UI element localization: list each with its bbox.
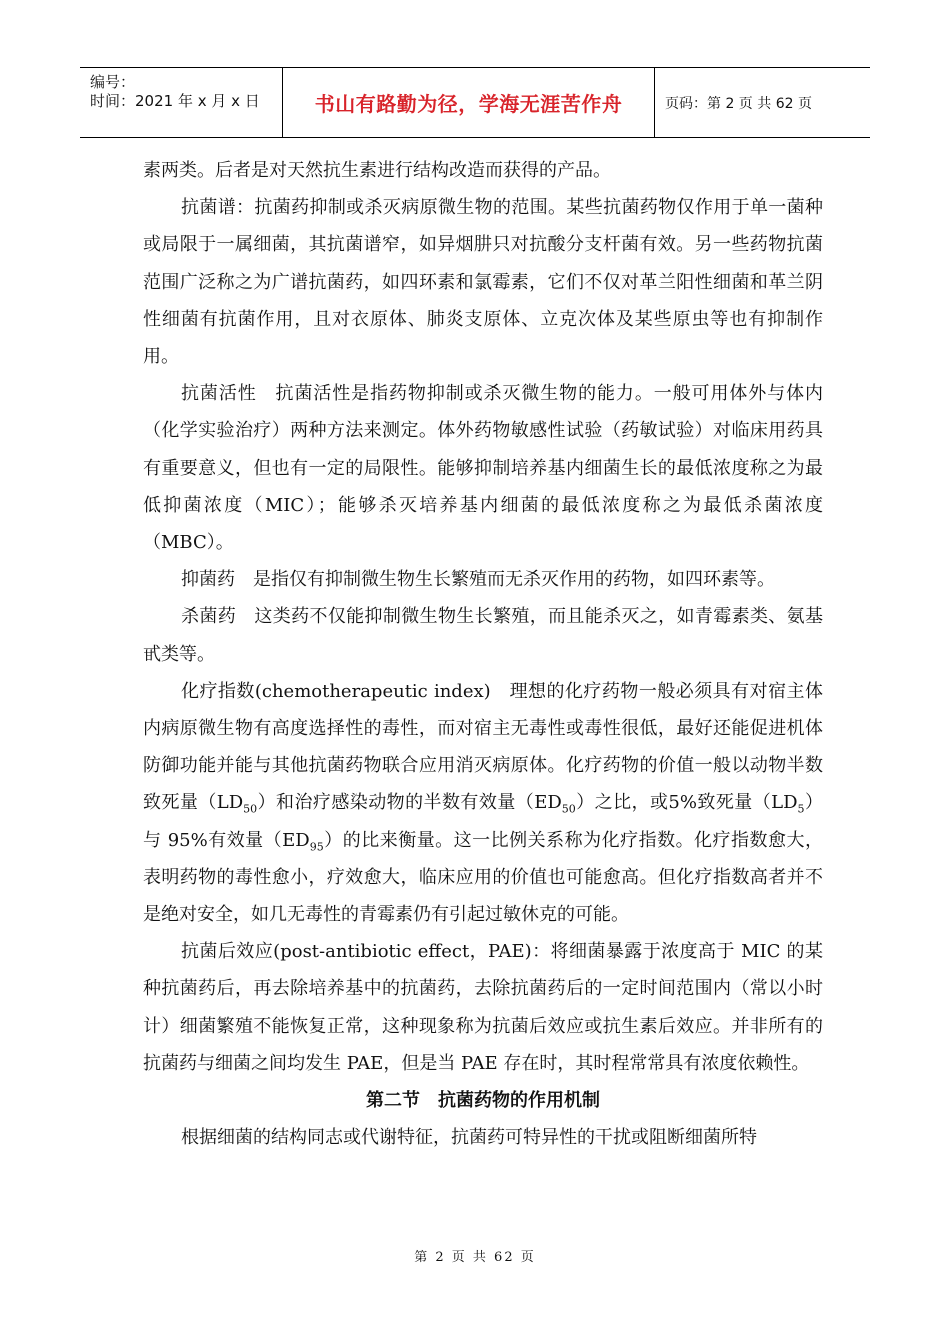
paragraph: 素两类。后者是对天然抗生素进行结构改造而获得的产品。 — [143, 160, 611, 181]
paragraph: 抗菌谱：抗菌药抑制或杀灭病原微生物的范围。某些抗菌药物仅作用于单一菌种或局限于一属细菌，其抗菌谱窄，如异烟肼只对抗酸分支杆菌有效。另一些药物抗菌范围广泛称之为广谱抗菌药，如四环素和氯霉素，它们不仅对革兰阳性细菌和革兰阴性细菌有抗菌作用，且对衣原体、肺炎支原体、立克次体及某些原虫等也有抑制作用。 — [143, 197, 823, 368]
header-meta-cell — [80, 68, 283, 137]
text-run: ）的比来衡量。这一比例关系称为化疗指数。化疗指数愈大，表明药物的毒性愈小，疗效愈大，临床应用的价值也可能愈高。但化疗指数高者并不是绝对安全，如几无毒性的青霉素仍有引起过敏休克的可能。 — [143, 829, 823, 926]
header-motto: 书山有路勤为径，学海无涯苦作舟 — [314, 92, 623, 116]
text-run: 化疗指数(chemotherapeutic index) 理想的化疗药物一般必须具有对宿主体内病原微生物有高度选择性的毒性，而对宿主无毒性或毒性很低，最好还能促进机体防御功能并能与其他抗菌药物联合应用消灭病原体。化疗药物的价值一般以动物半数致死量（LD — [143, 680, 823, 814]
header-motto-cell — [283, 68, 655, 137]
text-run: ）和治疗感染动物的半数有效量（ED — [257, 792, 562, 814]
subscript: 95 — [309, 840, 324, 854]
paragraph: 根据细菌的结构同志或代谢特征，抗菌药可特异性的干扰或阻断细菌所特 — [181, 1127, 757, 1149]
paragraph: 抑菌药 是指仅有抑制微生物生长繁殖而无杀灭作用的药物，如四环素等。 — [181, 569, 775, 591]
doc-number-label: 编号： — [90, 73, 136, 91]
subscript: 50 — [561, 803, 576, 817]
doc-date-label: 时间：2021 年 x 月 x 日 — [90, 92, 260, 110]
page-header — [80, 67, 870, 138]
text-run: ）之比，或5%致死量（LD — [575, 792, 798, 814]
subscript: 50 — [243, 803, 258, 817]
subscript: 5 — [797, 803, 805, 817]
text-run: ）与 95%有效量（ED — [143, 792, 823, 851]
paragraph: 杀菌药 这类药不仅能抑制微生物生长繁殖，而且能杀灭之，如青霉素类、氨基甙类等。 — [143, 606, 823, 665]
header-page-info: 页码：第 2 页 共 62 页 — [665, 95, 812, 112]
pae-paragraph: 抗菌后效应(post-antibiotic effect，PAE)：将细菌暴露于浓度高于 MIC 的某种抗菌药后，再去除培养基中的抗菌药，去除抗菌药后的一定时间范围内（常以小时计）细菌繁殖不能恢复正常，这种现象称为抗菌后效应或抗生素后效应。并非所有的抗菌药与细菌之间均发生 PAE，但是当 PAE 存在时，其时程常常具有浓度依赖性。 — [143, 941, 823, 1074]
chemotherapeutic-index-paragraph — [143, 673, 823, 933]
document-body — [143, 152, 823, 1156]
section-heading: 第二节 抗菌药物的作用机制 — [366, 1090, 600, 1112]
paragraph: 抗菌活性 抗菌活性是指药物抑制或杀灭微生物的能力。一般可用体外与体内（化学实验治疗）两种方法来测定。体外药物敏感性试验（药敏试验）对临床用药具有重要意义，但也有一定的局限性。能够抑制培养基内细菌生长的最低浓度称之为最低抑菌浓度（MIC）；能够杀灭培养基内细菌的最低浓度称之为最低杀菌浓度（MBC）。 — [143, 383, 823, 554]
page-footer: 第 2 页 共 62 页 — [414, 1250, 536, 1265]
